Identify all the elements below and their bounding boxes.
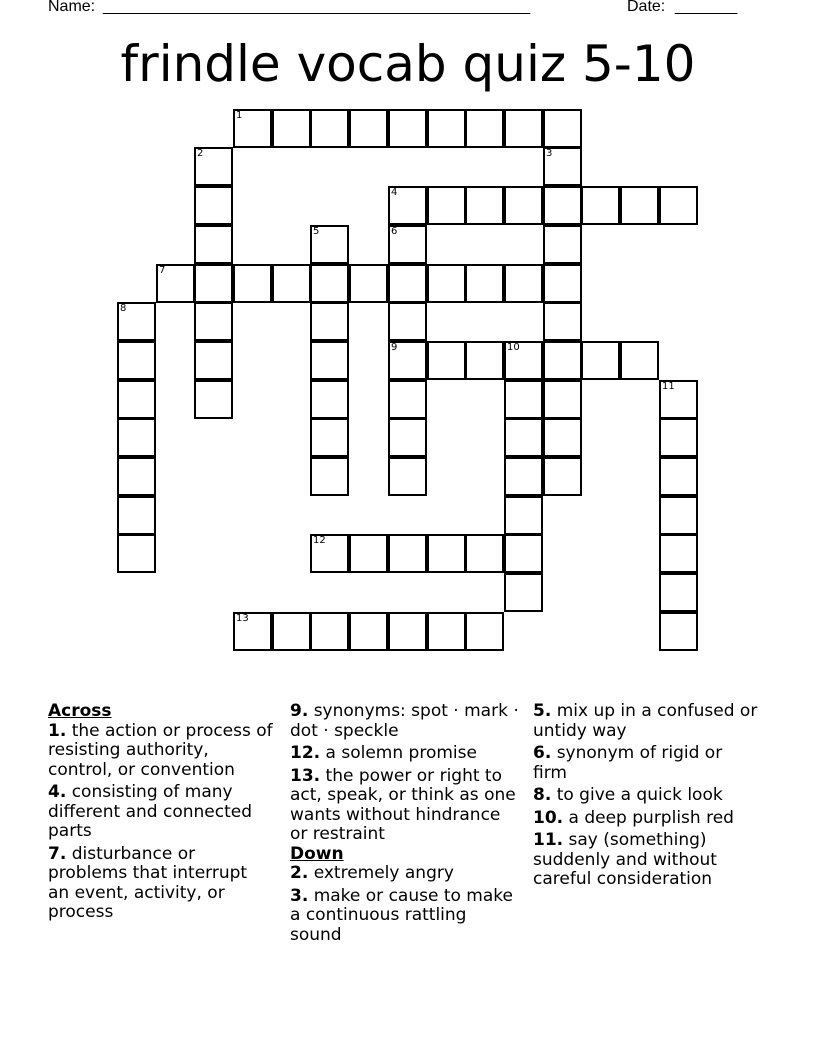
crossword-cell	[233, 612, 272, 651]
crossword-cell	[659, 496, 698, 535]
clue-down-8	[533, 786, 758, 806]
cell-number: 3	[546, 148, 553, 159]
crossword-cell	[310, 457, 349, 496]
crossword-cell	[388, 186, 427, 225]
crossword-cell	[117, 534, 156, 573]
cell-number: 2	[197, 148, 204, 159]
crossword-cell	[543, 457, 582, 496]
crossword-cell	[194, 302, 233, 341]
crossword-cell	[194, 380, 233, 419]
crossword-cell	[194, 225, 233, 264]
clue-text: the action or process of resisting authority, control, or convention	[48, 720, 273, 780]
clues-column-1	[48, 702, 273, 926]
crossword-cell	[388, 457, 427, 496]
cell-number: 13	[236, 613, 249, 624]
crossword-cell	[117, 418, 156, 457]
crossword-cell	[427, 186, 466, 225]
date-blank-line: _______	[675, 0, 738, 15]
clue-across-7	[48, 845, 273, 923]
crossword-cell	[310, 341, 349, 380]
clue-text: a deep purplish red	[568, 807, 734, 828]
crossword-cell	[310, 612, 349, 651]
crossword-cell	[504, 418, 543, 457]
crossword-cell	[581, 341, 620, 380]
clue-text: mix up in a confused or untidy way	[533, 701, 758, 741]
crossword-cell	[349, 109, 388, 148]
clue-down-6	[533, 744, 758, 783]
crossword-cell	[427, 612, 466, 651]
clue-text: the power or right to act, speak, or think as one wants without hindrance or restraint	[290, 765, 516, 844]
clue-number: 11.	[533, 830, 564, 850]
clue-down-5	[533, 702, 758, 741]
crossword-cell	[194, 341, 233, 380]
crossword-cell	[427, 264, 466, 303]
across-heading: Across	[48, 701, 112, 721]
crossword-cell	[388, 534, 427, 573]
clue-text: disturbance or problems that interrupt an event, activity, or process	[48, 843, 248, 922]
crossword-cell	[117, 380, 156, 419]
crossword-cell	[620, 341, 659, 380]
clue-down-2	[290, 864, 522, 884]
crossword-cell	[465, 534, 504, 573]
crossword-cell	[310, 225, 349, 264]
crossword-cell	[117, 496, 156, 535]
crossword-cell	[117, 341, 156, 380]
crossword-cell	[349, 612, 388, 651]
crossword-cell	[504, 534, 543, 573]
clue-number: 12.	[290, 743, 321, 763]
cell-number: 4	[391, 187, 398, 198]
clue-text: say (something) suddenly and without careful consideration	[533, 830, 717, 889]
crossword-cell	[543, 186, 582, 225]
crossword-cell	[388, 302, 427, 341]
clue-text: synonyms: spot · mark · dot · speckle	[290, 701, 519, 741]
clue-number: 4.	[48, 782, 67, 802]
cell-number: 8	[120, 303, 127, 314]
clue-across-12	[290, 744, 522, 764]
clue-text: extremely angry	[313, 863, 454, 883]
crossword-cell	[310, 418, 349, 457]
crossword-cell	[465, 612, 504, 651]
crossword-cell	[465, 264, 504, 303]
crossword-cell	[388, 612, 427, 651]
down-heading: Down	[290, 843, 344, 864]
crossword-cell	[659, 418, 698, 457]
cell-number: 7	[159, 265, 166, 276]
crossword-cell	[310, 264, 349, 303]
date-label: Date:	[627, 0, 666, 15]
crossword-cell	[543, 380, 582, 419]
crossword-cell	[504, 380, 543, 419]
crossword-cell	[388, 341, 427, 380]
crossword-cell	[465, 186, 504, 225]
crossword-cell	[117, 302, 156, 341]
cell-number: 6	[391, 226, 398, 237]
crossword-cell	[504, 186, 543, 225]
clue-number: 7.	[48, 843, 67, 864]
crossword-cell	[427, 341, 466, 380]
crossword-cell	[310, 302, 349, 341]
crossword-cell	[388, 109, 427, 148]
crossword-cell	[504, 264, 543, 303]
clue-number: 9.	[290, 701, 309, 721]
crossword-cell	[117, 457, 156, 496]
name-label: Name:	[48, 0, 96, 15]
clues-column-3	[533, 702, 758, 893]
clue-text: synonym of rigid or firm	[533, 743, 723, 783]
crossword-cell	[504, 573, 543, 612]
crossword-cell	[233, 264, 272, 303]
clue-number: 8.	[533, 785, 552, 805]
crossword-cell	[620, 186, 659, 225]
crossword-cell	[504, 109, 543, 148]
crossword-cell	[659, 457, 698, 496]
page-title: frindle vocab quiz 5-10	[120, 35, 696, 93]
clues-column-2	[290, 702, 522, 948]
clue-text: to give a quick look	[556, 785, 723, 805]
crossword-cell	[388, 418, 427, 457]
clue-text: make or cause to make a continuous rattling sound	[290, 885, 513, 945]
crossword-cell	[310, 109, 349, 148]
crossword-cell	[659, 380, 698, 419]
crossword-cell	[659, 186, 698, 225]
crossword-cell	[659, 534, 698, 573]
crossword-cell	[543, 418, 582, 457]
crossword-cell	[388, 225, 427, 264]
clue-number: 3.	[290, 885, 309, 906]
crossword-cell	[388, 264, 427, 303]
clue-number: 1.	[48, 720, 67, 741]
clue-text: a solemn promise	[325, 743, 477, 763]
clue-number: 10.	[533, 807, 564, 828]
crossword-cell	[194, 186, 233, 225]
crossword-cell	[543, 302, 582, 341]
crossword-cell	[465, 341, 504, 380]
crossword-cell	[349, 264, 388, 303]
crossword-cell	[427, 534, 466, 573]
crossword-cell	[194, 264, 233, 303]
crossword-cell	[388, 380, 427, 419]
cell-number: 1	[236, 110, 243, 121]
crossword-cell	[156, 264, 195, 303]
cell-number: 10	[507, 342, 520, 353]
crossword-cell	[659, 573, 698, 612]
crossword-cell	[659, 612, 698, 651]
crossword-cell	[543, 264, 582, 303]
clue-across-9	[290, 702, 522, 741]
crossword-cell	[581, 186, 620, 225]
clue-down-10	[533, 809, 758, 829]
crossword-cell	[194, 147, 233, 186]
clue-across-1	[48, 722, 273, 781]
cell-number: 9	[391, 342, 398, 353]
clue-number: 13.	[290, 765, 321, 786]
crossword-cell	[349, 534, 388, 573]
clue-number: 6.	[533, 743, 552, 763]
crossword-cell	[543, 109, 582, 148]
clue-across-13	[290, 767, 522, 845]
clue-across-4	[48, 783, 273, 842]
clue-number: 5.	[533, 701, 552, 721]
crossword-cell	[543, 147, 582, 186]
crossword-cell	[233, 109, 272, 148]
cell-number: 5	[313, 226, 320, 237]
cell-number: 12	[313, 535, 326, 546]
crossword-cell	[272, 264, 311, 303]
crossword-cell	[272, 612, 311, 651]
clue-number: 2.	[290, 863, 309, 883]
crossword-cell	[310, 380, 349, 419]
crossword-cell	[504, 341, 543, 380]
crossword-cell	[543, 225, 582, 264]
crossword-cell	[543, 341, 582, 380]
cell-number: 11	[662, 381, 675, 392]
crossword-cell	[427, 109, 466, 148]
crossword-cell	[272, 109, 311, 148]
crossword-cell	[310, 534, 349, 573]
crossword-cell	[465, 109, 504, 148]
crossword-cell	[504, 496, 543, 535]
name-blank-line: ________________________________________________	[103, 0, 531, 15]
clue-down-11	[533, 831, 758, 890]
clue-down-3	[290, 887, 522, 946]
clue-text: consisting of many different and connected parts	[48, 782, 253, 841]
crossword-cell	[504, 457, 543, 496]
